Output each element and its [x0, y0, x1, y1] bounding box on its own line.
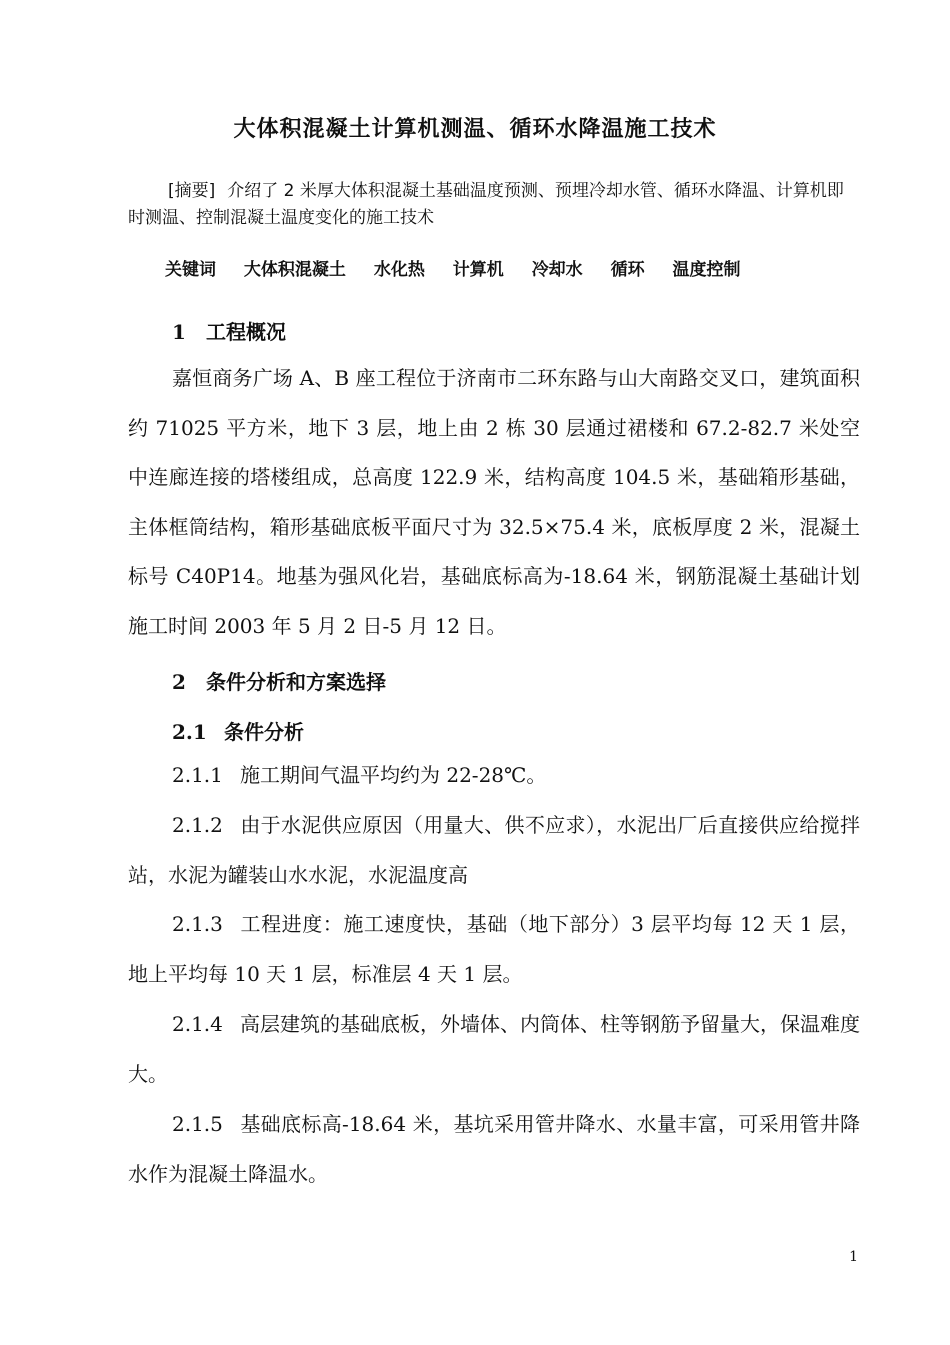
item-text: 高层建筑的基础底板，外墙体、内筒体、柱等钢筋予留量大，保温难度大。	[128, 1012, 860, 1086]
section-1-body: 嘉恒商务广场 A、B 座工程位于济南市二环东路与山大南路交叉口，建筑面积约 71025 平方米，地下 3 层，地上由 2 栋 30 层通过裙楼和 67.2-82.7 米处空中连廊连接的塔楼组成，总高度 122.9 米，结构高度 104.5 米，基础箱形基础，主体框筒结构，箱形基础底板平面尺寸为 32.5×75.4 米，底板厚度 2 米，混凝土标号 C40P14。地基为强风化岩，基础底标高为-18.64 米，钢筋混凝土基础计划施工时间 2003 年 5 月 2 日-5 月 12 日。	[128, 366, 860, 638]
item-text: 基础底标高-18.64 米，基坑采用管井降水、水量丰富，可采用管井降水作为混凝土降温水。	[128, 1112, 860, 1186]
keyword-label: 关键词	[165, 260, 216, 280]
section-2-heading	[172, 666, 386, 695]
section-2-1-heading	[172, 716, 304, 745]
keyword: 循环	[610, 260, 645, 280]
item-number: 2.1.2	[172, 813, 223, 837]
item-text: 由于水泥供应原因（用量大、供不应求），水泥出厂后直接供应给搅拌站，水泥为罐装山水水泥，水泥温度高	[128, 813, 860, 887]
item-2-1-5	[128, 1100, 860, 1199]
item-2-1-4	[128, 1000, 860, 1099]
keyword: 水化热	[373, 260, 425, 280]
document-title: 大体积混凝土计算机测温、循环水降温施工技术	[233, 117, 717, 142]
section-title: 条件分析和方案选择	[206, 670, 386, 694]
item-text: 施工期间气温平均约为 22-28℃。	[240, 763, 547, 787]
section-number: 1	[172, 320, 186, 344]
abstract-text: 介绍了 2 米厚大体积混凝土基础温度预测、预埋冷却水管、循环水降温、计算机即时测温、控制混凝土温度变化的施工技术	[128, 181, 844, 228]
keywords	[165, 255, 763, 280]
section-title: 条件分析	[224, 720, 304, 744]
section-number: 2.1	[172, 720, 207, 744]
keyword: 温度控制	[672, 260, 741, 280]
section-number: 2	[172, 670, 186, 694]
item-number: 2.1.1	[172, 763, 223, 787]
keyword: 大体积混凝土	[243, 260, 346, 280]
abstract-label: [摘要]	[168, 181, 216, 201]
item-number: 2.1.4	[172, 1012, 223, 1036]
keyword: 冷却水	[531, 260, 583, 280]
item-number: 2.1.5	[172, 1112, 223, 1136]
section-1-heading	[172, 316, 286, 345]
item-2-1-2	[128, 801, 860, 900]
page-number: 1	[849, 1249, 858, 1265]
item-2-1-1	[128, 751, 860, 801]
item-text: 工程进度：施工速度快，基础（地下部分）3 层平均每 12 天 1 层，地上平均每 10 天 1 层，标准层 4 天 1 层。	[128, 912, 860, 986]
keyword: 计算机	[452, 260, 504, 280]
item-number: 2.1.3	[172, 912, 223, 936]
abstract	[128, 178, 860, 232]
item-2-1-3	[128, 900, 860, 999]
section-title: 工程概况	[206, 320, 286, 344]
